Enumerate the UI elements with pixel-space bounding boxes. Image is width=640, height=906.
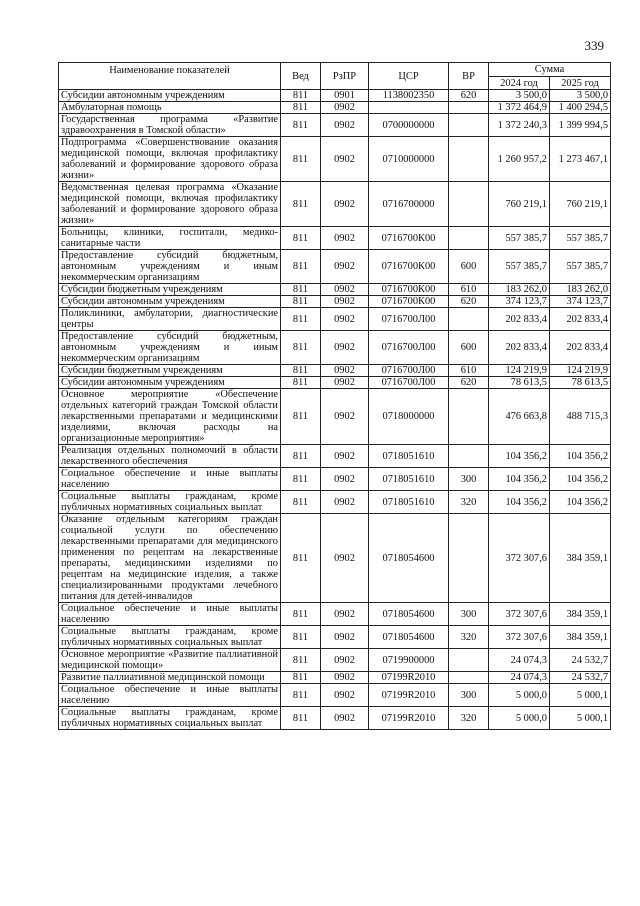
table-row — [59, 296, 611, 308]
table-row — [59, 331, 611, 365]
table-row — [59, 491, 611, 514]
table-row — [59, 626, 611, 649]
cell-name: Субсидии автономным учреждениям — [59, 296, 281, 308]
cell-sum-2024: 1 372 240,3 — [489, 114, 550, 137]
table-row — [59, 102, 611, 114]
cell-name: Амбулаторная помощь — [59, 102, 281, 114]
cell-name: Социальные выплаты гражданам, кроме публичных нормативных социальных выплат — [59, 707, 281, 730]
cell-rzpr: 0902 — [321, 672, 369, 684]
header-year-2024: 2024 год — [489, 77, 550, 90]
cell-sum-2025: 384 359,1 — [550, 603, 611, 626]
cell-name: Ведомственная целевая программа «Оказание медицинской помощи, включая профилактику заболеваний и формирование здорового образа жизни» — [59, 182, 281, 227]
cell-sum-2024: 372 307,6 — [489, 514, 550, 603]
header-sum: Сумма — [489, 63, 611, 77]
cell-csr: 0716700К00 — [369, 250, 449, 284]
table-row — [59, 114, 611, 137]
cell-sum-2025: 104 356,2 — [550, 491, 611, 514]
cell-csr: 0718054600 — [369, 514, 449, 603]
cell-rzpr: 0902 — [321, 250, 369, 284]
cell-csr: 07199R2010 — [369, 684, 449, 707]
cell-ved: 811 — [281, 707, 321, 730]
table-row — [59, 227, 611, 250]
table-row — [59, 468, 611, 491]
cell-sum-2024: 5 000,0 — [489, 684, 550, 707]
cell-sum-2024: 372 307,6 — [489, 626, 550, 649]
header-name: Наименование показателей — [59, 63, 281, 90]
header-rzpr: РзПР — [321, 63, 369, 90]
cell-csr: 0716700К00 — [369, 296, 449, 308]
page-number: 339 — [584, 38, 604, 53]
cell-ved: 811 — [281, 137, 321, 182]
table-row — [59, 90, 611, 102]
table-row — [59, 137, 611, 182]
table-row — [59, 250, 611, 284]
cell-name: Социальное обеспечение и иные выплаты населению — [59, 468, 281, 491]
cell-name: Поликлиники, амбулатории, диагностические центры — [59, 308, 281, 331]
cell-csr: 0716700К00 — [369, 227, 449, 250]
cell-rzpr: 0902 — [321, 331, 369, 365]
cell-vr: 300 — [449, 468, 489, 491]
cell-ved: 811 — [281, 626, 321, 649]
cell-vr — [449, 389, 489, 445]
cell-ved: 811 — [281, 672, 321, 684]
cell-vr: 320 — [449, 491, 489, 514]
cell-rzpr: 0902 — [321, 649, 369, 672]
cell-ved: 811 — [281, 377, 321, 389]
cell-rzpr: 0902 — [321, 227, 369, 250]
table-row — [59, 672, 611, 684]
header-vr: ВР — [449, 63, 489, 90]
cell-csr: 0718051610 — [369, 491, 449, 514]
cell-sum-2024: 202 833,4 — [489, 308, 550, 331]
cell-sum-2025: 488 715,3 — [550, 389, 611, 445]
cell-name: Социальное обеспечение и иные выплаты населению — [59, 603, 281, 626]
cell-ved: 811 — [281, 389, 321, 445]
cell-sum-2025: 374 123,7 — [550, 296, 611, 308]
cell-sum-2025: 1 400 294,5 — [550, 102, 611, 114]
cell-rzpr: 0902 — [321, 296, 369, 308]
cell-sum-2024: 124 219,9 — [489, 365, 550, 377]
cell-name: Основное мероприятие «Обеспечение отдельных категорий граждан Томской области лекарственными препаратами и медицинскими изделиями, включая расходы на организационные мероприятия» — [59, 389, 281, 445]
cell-sum-2024: 1 260 957,2 — [489, 137, 550, 182]
cell-sum-2025: 5 000,1 — [550, 707, 611, 730]
cell-vr: 620 — [449, 377, 489, 389]
cell-vr: 320 — [449, 707, 489, 730]
cell-rzpr: 0902 — [321, 626, 369, 649]
cell-sum-2025: 202 833,4 — [550, 331, 611, 365]
cell-csr: 1138002350 — [369, 90, 449, 102]
cell-rzpr: 0902 — [321, 365, 369, 377]
cell-sum-2024: 1 372 464,9 — [489, 102, 550, 114]
cell-sum-2024: 372 307,6 — [489, 603, 550, 626]
cell-sum-2024: 78 613,5 — [489, 377, 550, 389]
cell-sum-2025: 1 399 994,5 — [550, 114, 611, 137]
cell-ved: 811 — [281, 250, 321, 284]
cell-vr: 600 — [449, 331, 489, 365]
cell-csr: 0718054600 — [369, 626, 449, 649]
cell-vr: 300 — [449, 684, 489, 707]
cell-sum-2025: 24 532,7 — [550, 672, 611, 684]
cell-ved: 811 — [281, 649, 321, 672]
cell-name: Подпрограмма «Совершенствование оказания медицинской помощи, включая профилактику заболеваний и формирование здорового образа жизни» — [59, 137, 281, 182]
cell-sum-2025: 557 385,7 — [550, 227, 611, 250]
cell-csr: 0718054600 — [369, 603, 449, 626]
cell-rzpr: 0902 — [321, 377, 369, 389]
cell-name: Субсидии автономным учреждениям — [59, 377, 281, 389]
table-body — [59, 90, 611, 730]
cell-ved: 811 — [281, 227, 321, 250]
cell-rzpr: 0902 — [321, 514, 369, 603]
cell-vr — [449, 514, 489, 603]
cell-csr: 0716700Л00 — [369, 331, 449, 365]
cell-sum-2025: 1 273 467,1 — [550, 137, 611, 182]
cell-sum-2025: 760 219,1 — [550, 182, 611, 227]
cell-rzpr: 0901 — [321, 90, 369, 102]
cell-name: Развитие паллиативной медицинской помощи — [59, 672, 281, 684]
cell-ved: 811 — [281, 603, 321, 626]
cell-sum-2024: 760 219,1 — [489, 182, 550, 227]
header-ved: Вед — [281, 63, 321, 90]
cell-vr — [449, 137, 489, 182]
cell-sum-2024: 5 000,0 — [489, 707, 550, 730]
cell-name: Оказание отдельным категориям граждан социальной услуги по обеспечению лекарственными препаратами для медицинского применения по рецептам на лекарственные препараты, медицинскими изделиями по рецептам на медицинские изделия, а также специализированными продуктами лечебного питания для детей-инвалидов — [59, 514, 281, 603]
cell-sum-2024: 557 385,7 — [489, 250, 550, 284]
cell-csr: 0716700Л00 — [369, 308, 449, 331]
cell-csr: 0716700000 — [369, 182, 449, 227]
cell-name: Социальные выплаты гражданам, кроме публичных нормативных социальных выплат — [59, 626, 281, 649]
cell-sum-2025: 78 613,5 — [550, 377, 611, 389]
cell-rzpr: 0902 — [321, 137, 369, 182]
table-row — [59, 684, 611, 707]
cell-sum-2025: 202 833,4 — [550, 308, 611, 331]
cell-sum-2025: 3 500,0 — [550, 90, 611, 102]
cell-csr: 0700000000 — [369, 114, 449, 137]
cell-ved: 811 — [281, 114, 321, 137]
cell-ved: 811 — [281, 684, 321, 707]
table-row — [59, 389, 611, 445]
cell-name: Больницы, клиники, госпитали, медико-санитарные части — [59, 227, 281, 250]
cell-sum-2024: 557 385,7 — [489, 227, 550, 250]
cell-ved: 811 — [281, 90, 321, 102]
cell-vr — [449, 182, 489, 227]
cell-vr — [449, 227, 489, 250]
cell-ved: 811 — [281, 308, 321, 331]
cell-ved: 811 — [281, 514, 321, 603]
cell-ved: 811 — [281, 182, 321, 227]
cell-csr: 0719900000 — [369, 649, 449, 672]
cell-csr: 0718051610 — [369, 445, 449, 468]
cell-rzpr: 0902 — [321, 114, 369, 137]
cell-csr: 0716700Л00 — [369, 365, 449, 377]
cell-sum-2024: 104 356,2 — [489, 491, 550, 514]
cell-vr: 610 — [449, 365, 489, 377]
cell-rzpr: 0902 — [321, 389, 369, 445]
cell-sum-2024: 476 663,8 — [489, 389, 550, 445]
cell-vr: 620 — [449, 296, 489, 308]
cell-vr: 600 — [449, 250, 489, 284]
cell-rzpr: 0902 — [321, 707, 369, 730]
cell-sum-2025: 5 000,1 — [550, 684, 611, 707]
cell-ved: 811 — [281, 365, 321, 377]
cell-name: Субсидии автономным учреждениям — [59, 90, 281, 102]
cell-ved: 811 — [281, 445, 321, 468]
cell-name: Социальные выплаты гражданам, кроме публичных нормативных социальных выплат — [59, 491, 281, 514]
header-year-2025: 2025 год — [550, 77, 611, 90]
cell-sum-2024: 24 074,3 — [489, 672, 550, 684]
table-row — [59, 514, 611, 603]
cell-rzpr: 0902 — [321, 308, 369, 331]
cell-ved: 811 — [281, 468, 321, 491]
cell-sum-2024: 183 262,0 — [489, 284, 550, 296]
cell-csr: 07199R2010 — [369, 707, 449, 730]
cell-sum-2025: 24 532,7 — [550, 649, 611, 672]
cell-sum-2024: 3 500,0 — [489, 90, 550, 102]
table-row — [59, 365, 611, 377]
table-row — [59, 308, 611, 331]
cell-vr — [449, 649, 489, 672]
cell-csr: 07199R2010 — [369, 672, 449, 684]
table-header — [59, 63, 611, 90]
cell-rzpr: 0902 — [321, 284, 369, 296]
cell-sum-2024: 202 833,4 — [489, 331, 550, 365]
cell-csr: 0718051610 — [369, 468, 449, 491]
cell-sum-2024: 374 123,7 — [489, 296, 550, 308]
cell-rzpr: 0902 — [321, 102, 369, 114]
cell-sum-2025: 104 356,2 — [550, 445, 611, 468]
cell-name: Субсидии бюджетным учреждениям — [59, 365, 281, 377]
cell-rzpr: 0902 — [321, 182, 369, 227]
cell-vr — [449, 114, 489, 137]
header-csr: ЦСР — [369, 63, 449, 90]
cell-rzpr: 0902 — [321, 603, 369, 626]
cell-vr: 300 — [449, 603, 489, 626]
table-row — [59, 182, 611, 227]
cell-csr: 0710000000 — [369, 137, 449, 182]
cell-sum-2024: 104 356,2 — [489, 445, 550, 468]
table-row — [59, 284, 611, 296]
cell-csr: 0716700К00 — [369, 284, 449, 296]
cell-rzpr: 0902 — [321, 468, 369, 491]
cell-name: Предоставление субсидий бюджетным, автономным учреждениям и иным некоммерческим организациям — [59, 331, 281, 365]
cell-name: Социальное обеспечение и иные выплаты населению — [59, 684, 281, 707]
cell-sum-2025: 557 385,7 — [550, 250, 611, 284]
cell-ved: 811 — [281, 284, 321, 296]
table-row — [59, 707, 611, 730]
table-row — [59, 649, 611, 672]
cell-csr — [369, 102, 449, 114]
cell-sum-2025: 104 356,2 — [550, 468, 611, 491]
cell-vr: 610 — [449, 284, 489, 296]
table-row — [59, 603, 611, 626]
cell-vr — [449, 445, 489, 468]
cell-vr — [449, 672, 489, 684]
cell-name: Государственная программа «Развитие здравоохранения в Томской области» — [59, 114, 281, 137]
cell-rzpr: 0902 — [321, 491, 369, 514]
table-row — [59, 445, 611, 468]
budget-table — [58, 62, 611, 730]
cell-sum-2025: 124 219,9 — [550, 365, 611, 377]
cell-vr — [449, 102, 489, 114]
cell-ved: 811 — [281, 491, 321, 514]
cell-vr: 620 — [449, 90, 489, 102]
table-row — [59, 377, 611, 389]
cell-sum-2025: 384 359,1 — [550, 514, 611, 603]
cell-csr: 0718000000 — [369, 389, 449, 445]
cell-ved: 811 — [281, 296, 321, 308]
cell-rzpr: 0902 — [321, 684, 369, 707]
cell-name: Основное мероприятие «Развитие паллиативной медицинской помощи» — [59, 649, 281, 672]
cell-vr: 320 — [449, 626, 489, 649]
cell-sum-2025: 384 359,1 — [550, 626, 611, 649]
cell-ved: 811 — [281, 102, 321, 114]
cell-sum-2024: 24 074,3 — [489, 649, 550, 672]
cell-name: Субсидии бюджетным учреждениям — [59, 284, 281, 296]
cell-sum-2025: 183 262,0 — [550, 284, 611, 296]
cell-vr — [449, 308, 489, 331]
cell-name: Предоставление субсидий бюджетным, автономным учреждениям и иным некоммерческим организациям — [59, 250, 281, 284]
cell-name: Реализация отдельных полномочий в области лекарственного обеспечения — [59, 445, 281, 468]
cell-sum-2024: 104 356,2 — [489, 468, 550, 491]
cell-csr: 0716700Л00 — [369, 377, 449, 389]
cell-ved: 811 — [281, 331, 321, 365]
cell-rzpr: 0902 — [321, 445, 369, 468]
